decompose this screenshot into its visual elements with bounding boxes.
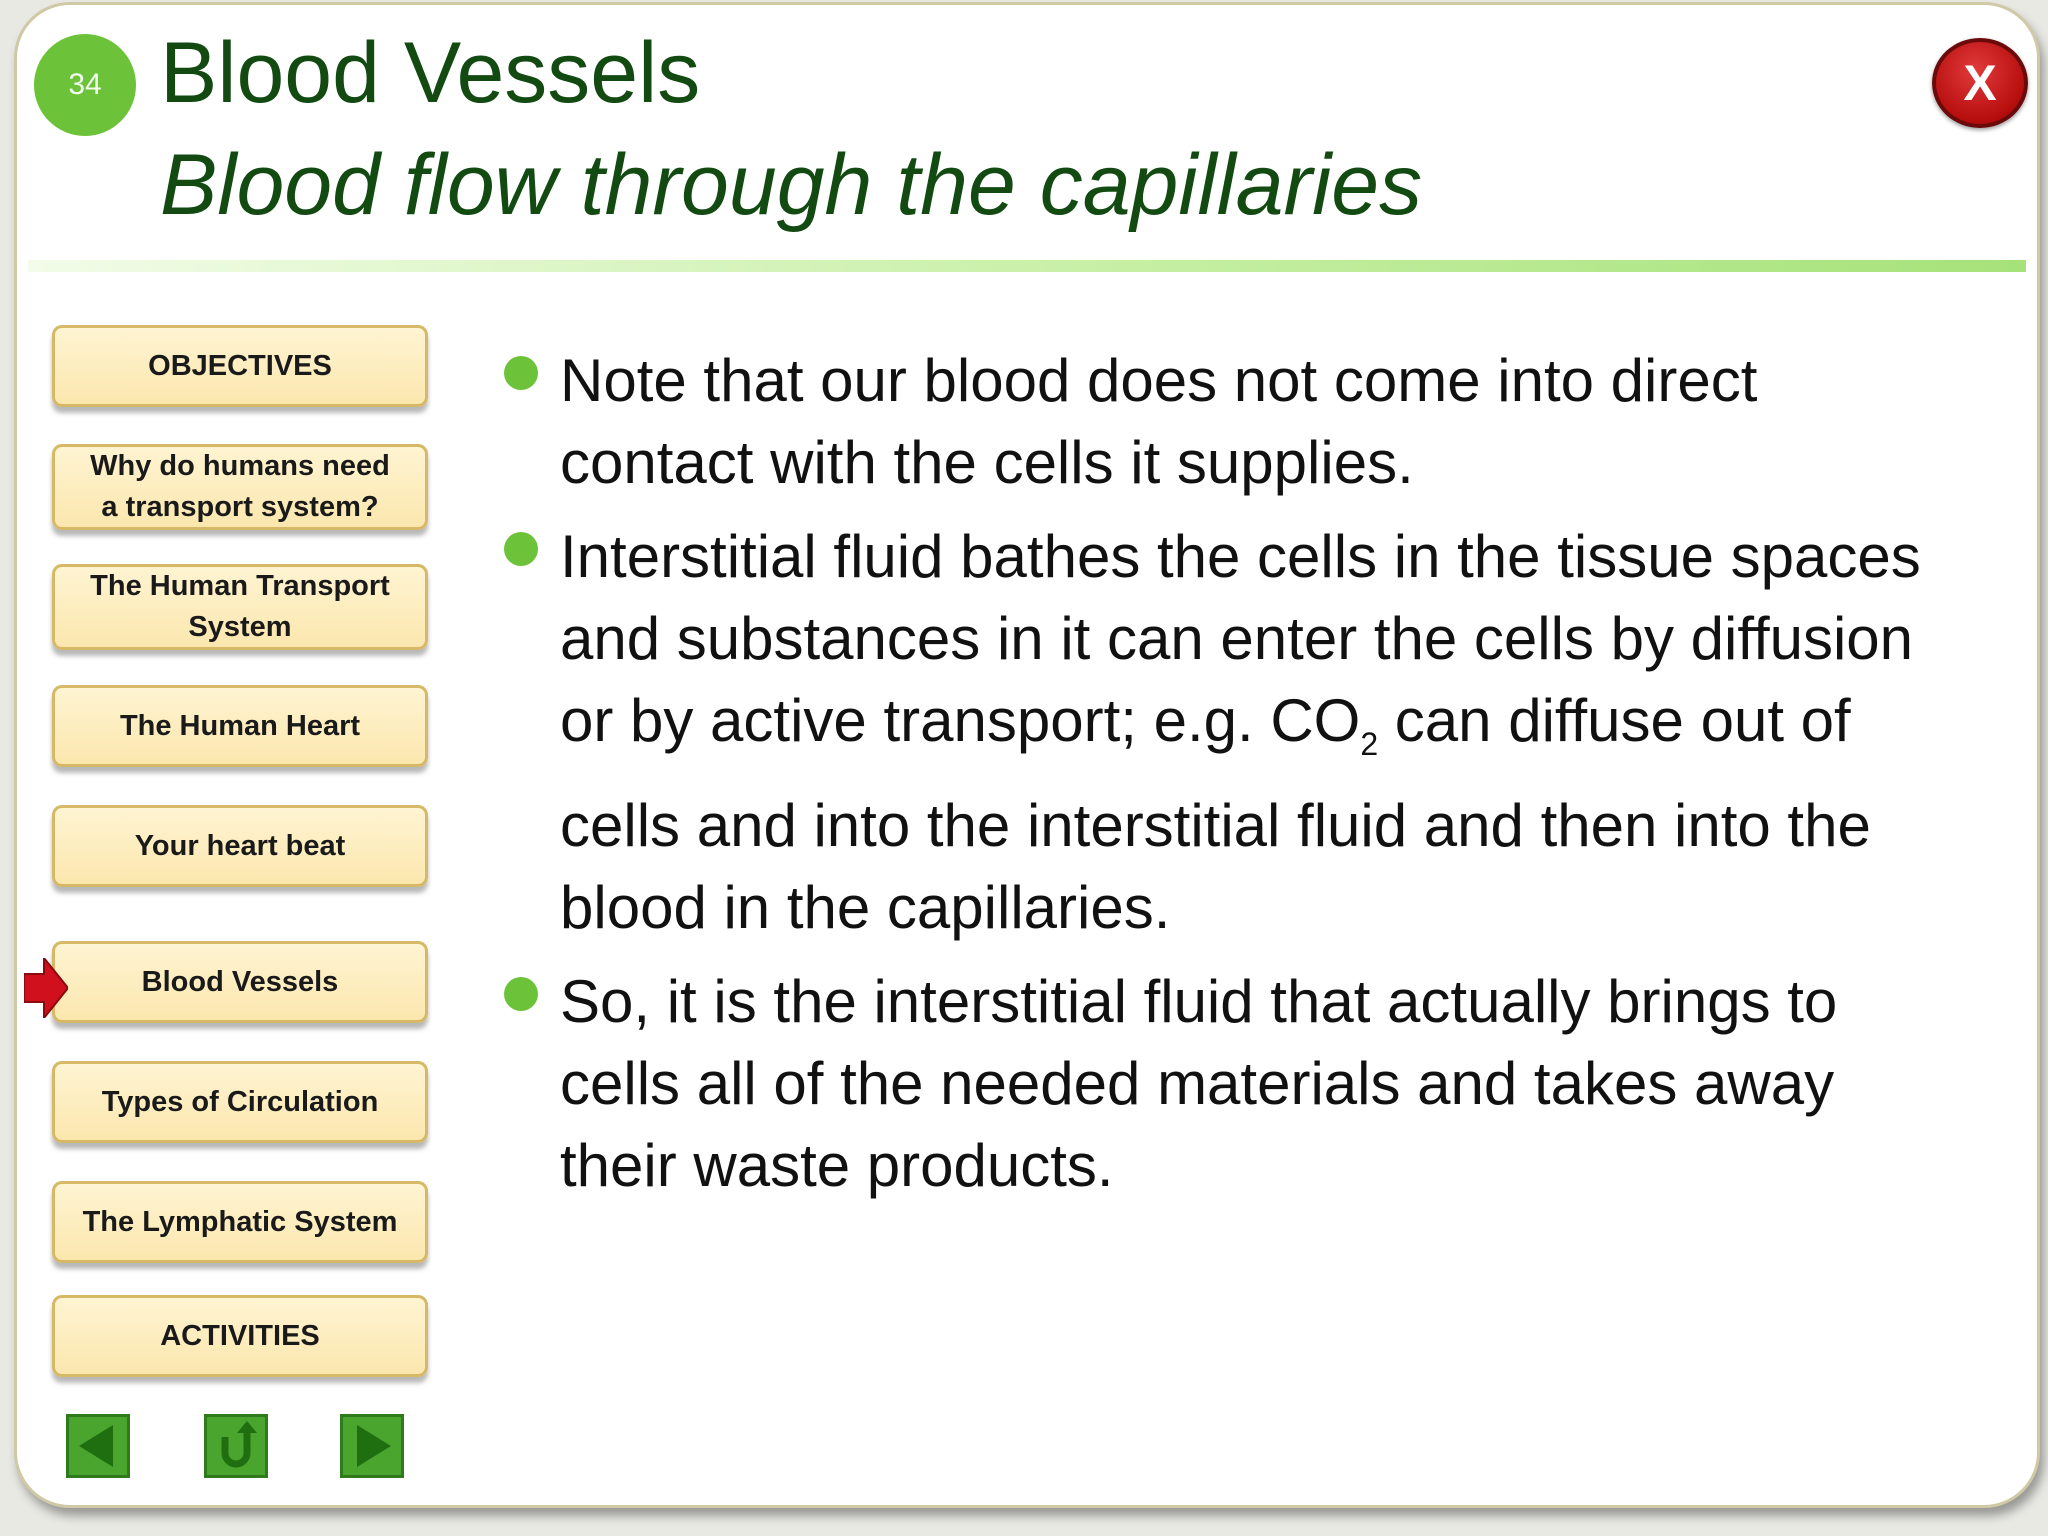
nav-button-activities[interactable]: ACTIVITIES [52,1295,428,1377]
nav-button-heart-beat[interactable]: Your heart beat [52,805,428,887]
bullet-dot-icon [504,532,538,566]
bullet-dot-icon [504,977,538,1011]
nav-button-blood-vessels[interactable]: Blood Vessels [52,941,428,1023]
header-divider [28,260,2026,272]
back-arrow-icon [69,1417,127,1475]
bullet-dot-icon [504,356,538,390]
nav-button-lymphatic-system[interactable]: The Lymphatic System [52,1181,428,1263]
back-button[interactable] [66,1414,130,1478]
page-title: Blood Vessels [160,25,701,121]
bullet-item: Note that our blood does not come into direct contact with the cells it supplies. [560,340,1960,504]
bullet-item: So, it is the interstitial fluid that actually brings to cells all of the needed materials and takes away their waste products. [560,961,1960,1207]
forward-arrow-icon [343,1417,401,1475]
return-button[interactable] [204,1414,268,1478]
return-icon [207,1417,265,1475]
forward-button[interactable] [340,1414,404,1478]
nav-button-human-transport-system[interactable]: The Human Transport System [52,564,428,650]
nav-button-types-of-circulation[interactable]: Types of Circulation [52,1061,428,1143]
subscript: 2 [1360,726,1379,762]
nav-button-human-heart[interactable]: The Human Heart [52,685,428,767]
nav-button-why-transport[interactable]: Why do humans need a transport system? [52,444,428,530]
current-section-arrow-icon [24,958,68,1018]
page-subtitle: Blood flow through the capillaries [160,137,1423,233]
close-button[interactable] [1932,38,2028,128]
content-area [560,340,1960,1219]
nav-button-objectives[interactable]: OBJECTIVES [52,325,428,407]
bullet-item: Interstitial fluid bathes the cells in the tissue spaces and substances in it can enter the cells by diffusion or by active transport; e.g. $CO_2$ can diffuse out of cells and into the interstitial fluid and then into the blood in the capillaries. [560,516,1960,949]
slide-number-badge: 34 [34,34,136,136]
close-icon: X [1963,55,1997,111]
